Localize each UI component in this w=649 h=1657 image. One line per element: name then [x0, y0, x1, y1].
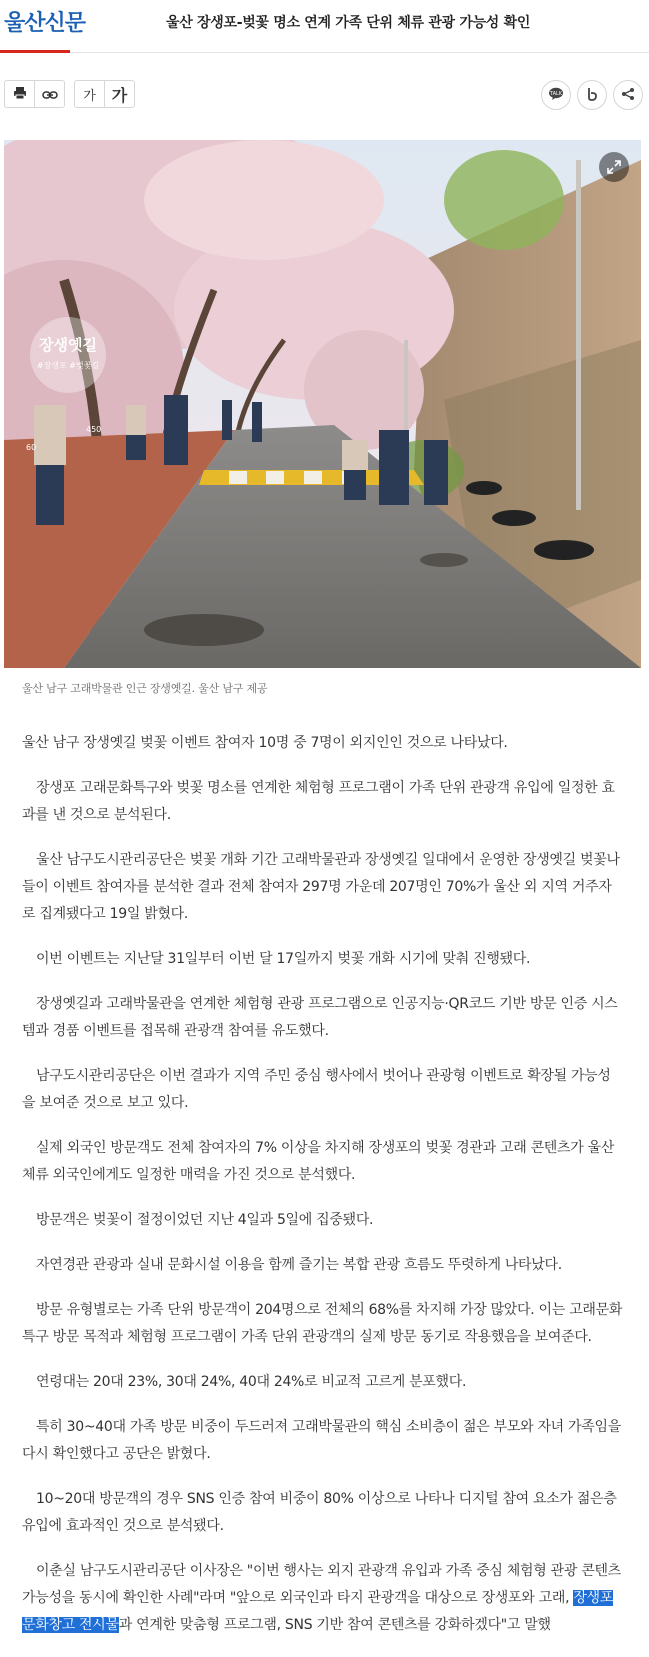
share-icon	[621, 86, 635, 105]
article-paragraph: 연령대는 20대 23%, 30대 24%, 40대 24%로 비교적 고르게 분포했다.	[36, 1374, 467, 1390]
article-paragraph: 울산 남구도시관리공단은 벚꽃 개화 기간 고래박물관과 장생옛길 일대에서 운영한 장생옛길 벚꽃나들이 이벤트 참여자를 분석한 결과 전체 참여자 297명 가운데 207명인 70%가 울산 외 지역 거주자로 집계됐다고 19일 밝혔다.	[22, 852, 620, 922]
photo-marker-right: 450	[86, 425, 102, 434]
article-paragraph: 이번 이벤트는 지난달 31일부터 이번 달 17일까지 벚꽃 개화 시기에 맞춰 진행됐다.	[36, 951, 531, 967]
print-icon	[13, 85, 27, 104]
article-photo[interactable]	[4, 140, 641, 668]
band-share-button[interactable]	[577, 80, 607, 110]
article-paragraph: 남구도시관리공단은 이번 결과가 지역 주민 중심 행사에서 벗어나 관광형 이벤트로 확장될 가능성을 보여준 것으로 보고 있다.	[22, 1068, 611, 1111]
photo-sign-main: 장생옛길	[39, 336, 97, 354]
article-quote-paragraph	[22, 1558, 623, 1639]
expand-image-button[interactable]	[599, 152, 629, 182]
cherry-blossom-street-image	[4, 140, 641, 668]
photo-caption: 울산 남구 고래박물관 인근 장생옛길. 울산 남구 제공	[22, 682, 268, 695]
link-icon	[42, 85, 58, 104]
svg-text:TALK: TALK	[549, 90, 563, 97]
photo-sign-sub: #장생포 #벚꽃길	[36, 361, 100, 370]
kakaotalk-share-button[interactable]	[541, 80, 571, 110]
article-paragraph: 장생포 고래문화특구와 벚꽃 명소를 연계한 체험형 프로그램이 가족 단위 관광객 유입에 일정한 효과를 낸 것으로 분석된다.	[22, 780, 615, 823]
font-increase-button[interactable]: 가	[104, 80, 135, 108]
article-headline: 울산 장생포-벚꽃 명소 연계 가족 단위 체류 관광 가능성 확인	[166, 15, 531, 31]
article-paragraph: 장생옛길과 고래박물관을 연계한 체험형 관광 프로그램으로 인공지능·QR코드 기반 방문 인증 시스템과 경품 이벤트를 접목해 관광객 참여를 유도했다.	[22, 996, 618, 1039]
band-icon	[585, 86, 599, 105]
article-paragraph: 실제 외국인 방문객도 전체 참여자의 7% 이상을 차지해 장생포의 벚꽃 경관과 고래 콘텐츠가 울산 체류 외국인에게도 일정한 매력을 가진 것으로 분석했다.	[22, 1140, 615, 1183]
selected-text[interactable]: 장생포문화창고 전시물	[22, 1590, 614, 1633]
expand-icon	[607, 160, 621, 174]
site-header	[0, 0, 649, 53]
logo-underline	[0, 50, 70, 53]
article-paragraph: 방문 유형별로는 가족 단위 방문객이 204명으로 전체의 68%를 차지해 가장 많았다. 이는 고래문화특구 방문 목적과 체험형 프로그램이 가족 단위 관광객의 실제 방문 동기로 작용했음을 보여준다.	[22, 1302, 623, 1345]
kakaotalk-icon	[548, 86, 564, 105]
article-paragraph: 10~20대 방문객의 경우 SNS 인증 참여 비중이 80% 이상으로 나타나 디지털 참여 요소가 젊은층 유입에 효과적인 것으로 분석됐다.	[22, 1491, 617, 1534]
share-button[interactable]	[613, 80, 643, 110]
article-paragraph: 자연경관 관광과 실내 문화시설 이용을 함께 즐기는 복합 관광 흐름도 뚜렷하게 나타났다.	[36, 1257, 562, 1273]
print-button[interactable]	[4, 80, 35, 108]
photo-marker-left: 60	[26, 443, 37, 452]
site-logo[interactable]: 울산신문	[4, 11, 86, 36]
quote-text-before: 이춘실 남구도시관리공단 이사장은 "이번 행사는 외지 관광객 유입과 가족 중심 체험형 관광 콘텐츠 가능성을 동시에 확인한 사례"라며 "앞으로 외국인과 타지 관광객을 대상으로 장생포와 고래,	[22, 1563, 621, 1606]
copy-link-button[interactable]	[34, 80, 65, 108]
article-body	[22, 730, 623, 1657]
article-paragraph: 울산 남구 장생옛길 벚꽃 이벤트 참여자 10명 중 7명이 외지인인 것으로 나타났다.	[22, 735, 508, 751]
article-paragraph: 방문객은 벚꽃이 절정이었던 지난 4일과 5일에 집중됐다.	[36, 1212, 374, 1228]
font-decrease-button[interactable]: 가	[74, 80, 105, 108]
article-paragraph: 특히 30~40대 가족 방문 비중이 두드러져 고래박물관의 핵심 소비층이 젊은 부모와 자녀 가족임을 다시 확인했다고 공단은 밝혔다.	[22, 1419, 621, 1462]
quote-text-after: 과 연계한 맞춤형 프로그램, SNS 기반 참여 콘텐츠를 강화하겠다"고 말했	[118, 1617, 551, 1633]
